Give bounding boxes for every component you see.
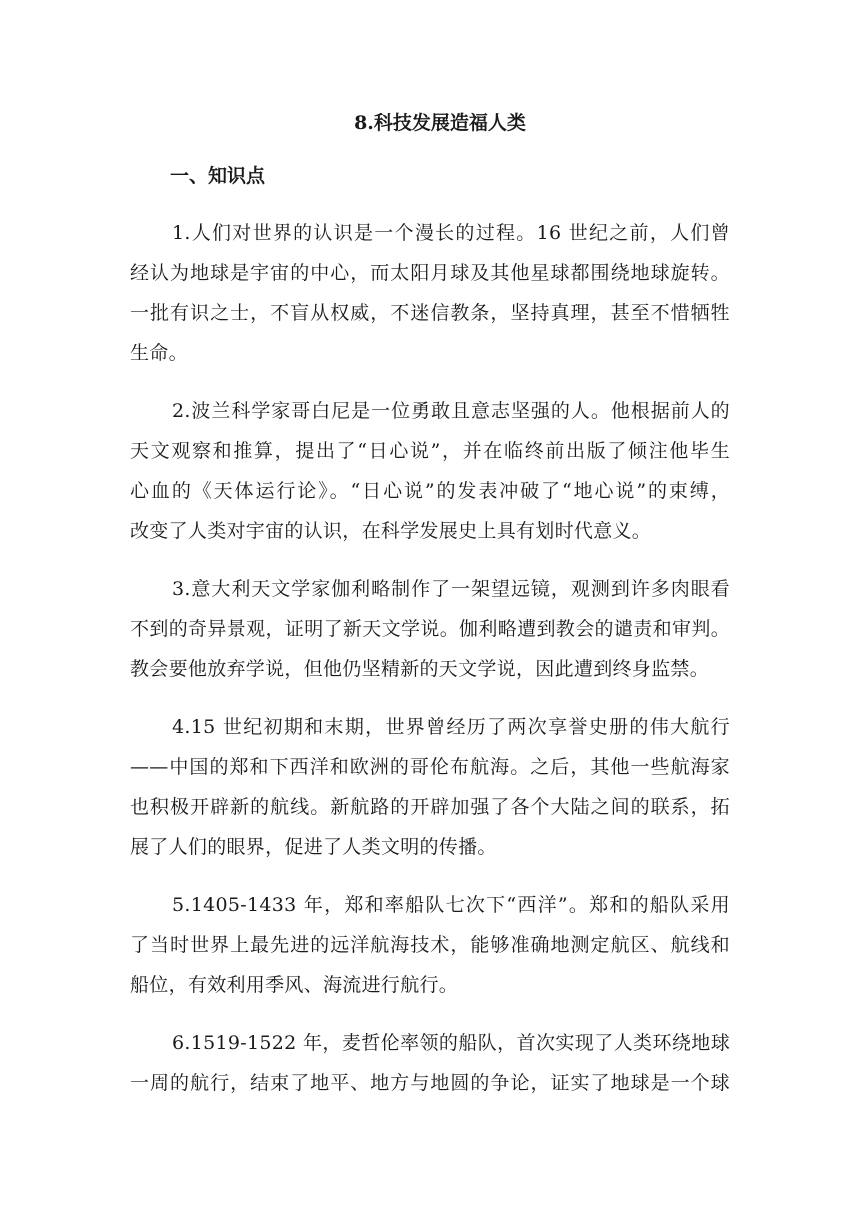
paragraph-line: 心血的《天体运行论》。“日心说”的发表冲破了“地心说”的束缚， bbox=[130, 480, 730, 502]
paragraph bbox=[130, 1023, 730, 1103]
paragraph bbox=[130, 569, 730, 689]
paragraph bbox=[130, 391, 730, 551]
paragraph-line: 也积极开辟新的航线。新航路的开辟加强了各个大陆之间的联系，拓 bbox=[130, 796, 730, 818]
paragraph-line: 天文观察和推算，提出了“日心说”，并在临终前出版了倾注他毕生 bbox=[130, 440, 730, 462]
paragraph-line: 一周的航行，结束了地平、地方与地圆的争论，证实了地球是一个球 bbox=[130, 1072, 730, 1094]
paragraph-line: 教会要他放弃学说，但他仍坚精新的天文学说，因此遭到终身监禁。 bbox=[130, 658, 710, 680]
paragraph-line: 3.意大利天文学家伽利略制作了一架望远镜，观测到许多肉眼看 bbox=[172, 578, 730, 600]
paragraph-line: 5.1405-1433 年，郑和率船队七次下“西洋”。郑和的船队采用 bbox=[172, 894, 730, 916]
paragraph-line: 4.15 世纪初期和末期，世界曾经历了两次享誉史册的伟大航行 bbox=[172, 716, 730, 738]
paragraph-line: 6.1519-1522 年，麦哲伦率领的船队，首次实现了人类环绕地球 bbox=[172, 1032, 730, 1054]
paragraph-line: 2.波兰科学家哥白尼是一位勇敢且意志坚强的人。他根据前人的 bbox=[172, 400, 730, 422]
paragraph-line: 不到的奇异景观，证明了新天文学说。伽利略遭到教会的谴责和审判。 bbox=[130, 618, 730, 640]
paragraph-line: 展了人们的眼界，促进了人类文明的传播。 bbox=[130, 836, 497, 858]
paragraph-line: 经认为地球是宇宙的中心，而太阳月球及其他星球都围绕地球旋转。 bbox=[130, 262, 730, 284]
paragraph bbox=[130, 885, 730, 1005]
document-page bbox=[130, 108, 730, 1121]
paragraph-line: 1.人们对世界的认识是一个漫长的过程。16 世纪之前，人们曾 bbox=[172, 222, 730, 244]
section-heading: 一、知识点 bbox=[170, 165, 266, 187]
paragraph-line: 生命。 bbox=[130, 342, 188, 364]
paragraph-line: ——中国的郑和下西洋和欧洲的哥伦布航海。之后，其他一些航海家 bbox=[130, 756, 730, 778]
paragraph-list bbox=[130, 213, 730, 1103]
paragraph-line: 一批有识之士，不盲从权威，不迷信教条，坚持真理，甚至不惜牺牲 bbox=[130, 302, 730, 324]
paragraph-line: 改变了人类对宇宙的认识，在科学发展史上具有划时代意义。 bbox=[130, 520, 652, 542]
document-title: 8.科技发展造福人类 bbox=[354, 112, 526, 134]
paragraph-line: 船位，有效利用季风、海流进行航行。 bbox=[130, 974, 459, 996]
paragraph bbox=[130, 707, 730, 867]
paragraph bbox=[130, 213, 730, 373]
paragraph-line: 了当时世界上最先进的远洋航海技术，能够准确地测定航区、航线和 bbox=[130, 934, 730, 956]
